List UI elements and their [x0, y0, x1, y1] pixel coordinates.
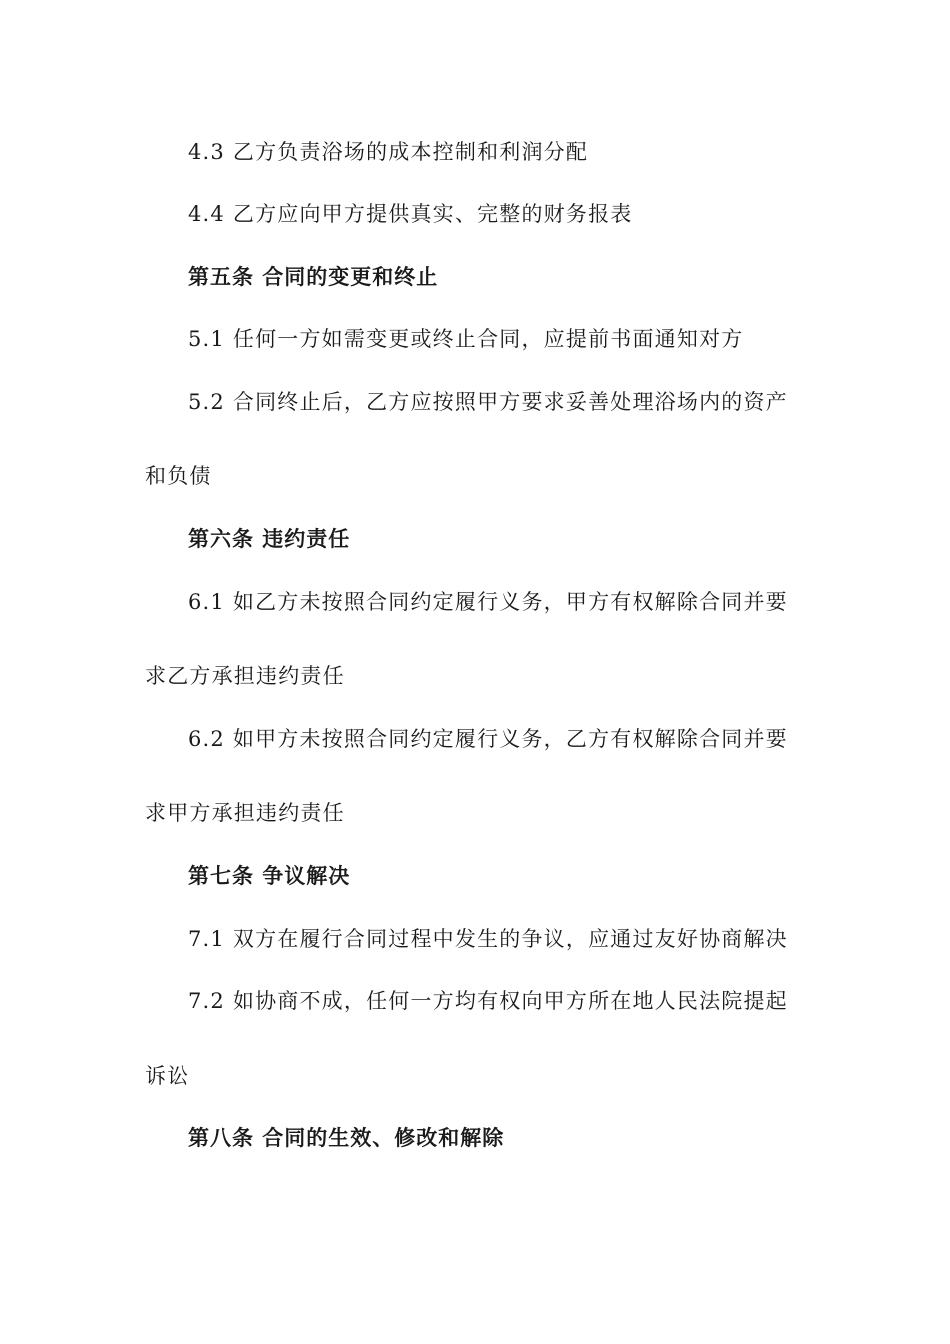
clause-5-1: 5.1 任何一方如需变更或终止合同，应提前书面通知对方 [188, 327, 744, 351]
clause-6-1: 6.1 如乙方未按照合同约定履行义务，甲方有权解除合同并要 [188, 590, 788, 614]
clause-4-4: 4.4 乙方应向甲方提供真实、完整的财务报表 [188, 202, 633, 226]
article-8-heading: 第八条 合同的生效、修改和解除 [188, 1126, 505, 1150]
clause-6-1-continuation: 求乙方承担违约责任 [145, 664, 345, 688]
article-7-heading: 第七条 争议解决 [188, 864, 351, 888]
clause-7-1: 7.1 双方在履行合同过程中发生的争议，应通过友好协商解决 [188, 927, 788, 951]
clause-6-2-continuation: 求甲方承担违约责任 [145, 801, 345, 825]
clause-7-2-continuation: 诉讼 [145, 1064, 190, 1088]
clause-5-2: 5.2 合同终止后，乙方应按照甲方要求妥善处理浴场内的资产 [188, 390, 788, 414]
article-5-heading: 第五条 合同的变更和终止 [188, 265, 439, 289]
clause-7-2: 7.2 如协商不成，任何一方均有权向甲方所在地人民法院提起 [188, 989, 788, 1013]
clause-4-3: 4.3 乙方负责浴场的成本控制和利润分配 [188, 140, 589, 164]
article-6-heading: 第六条 违约责任 [188, 527, 351, 551]
clause-6-2: 6.2 如甲方未按照合同约定履行义务，乙方有权解除合同并要 [188, 727, 788, 751]
clause-5-2-continuation: 和负债 [145, 464, 212, 488]
